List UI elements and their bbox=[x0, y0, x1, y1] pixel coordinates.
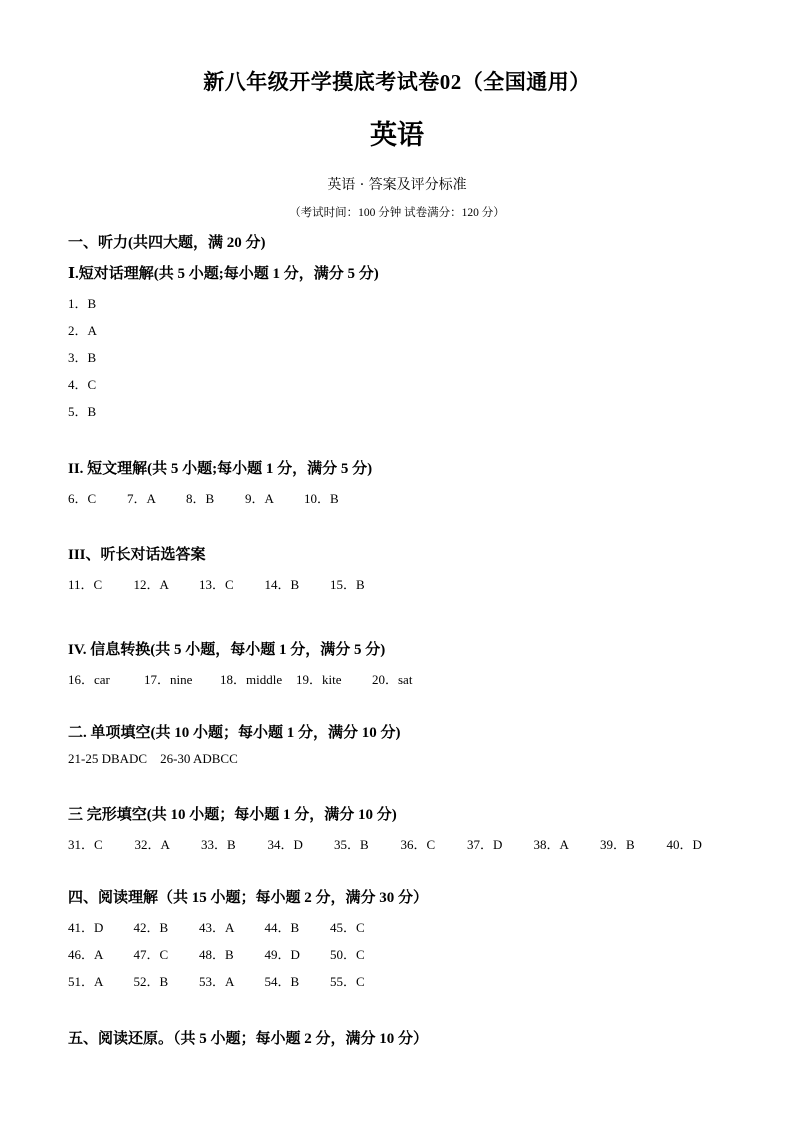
answer-item: 41．D bbox=[68, 920, 104, 935]
answer-item: 37．D bbox=[467, 837, 503, 852]
answer-item: 44．B bbox=[264, 920, 300, 935]
answer-item: 42．B bbox=[133, 920, 169, 935]
part4-heading: IV. 信息转换(共 5 小题，每小题 1 分，满分 5 分) bbox=[68, 642, 386, 658]
answer-item: 47．C bbox=[133, 947, 169, 962]
single-choice-heading: 二. 单项填空(共 10 小题；每小题 1 分，满分 10 分) bbox=[68, 725, 401, 741]
answer-item: 4．C bbox=[68, 377, 97, 392]
answer-item: 34．D bbox=[267, 837, 303, 852]
part3-heading: III、听长对话选答案 bbox=[68, 547, 206, 563]
answer-item: 26-30 ADBCC bbox=[160, 751, 238, 766]
answer-item: 11．C bbox=[68, 577, 103, 592]
answer-item: 20．sat bbox=[372, 672, 413, 687]
part2-heading: II. 短文理解(共 5 小题;每小题 1 分，满分 5 分) bbox=[68, 461, 373, 477]
answer-item: 48．B bbox=[199, 947, 234, 962]
answer-item: 55．C bbox=[330, 974, 365, 989]
answer-row bbox=[68, 669, 448, 688]
document-type: 英语 · 答案及评分标准 bbox=[327, 177, 467, 193]
part1-heading: Ⅰ.短对话理解(共 5 小题;每小题 1 分，满分 5 分) bbox=[68, 266, 379, 282]
answer-item: 38．A bbox=[533, 837, 569, 852]
answer-item: 21-25 DBADC bbox=[68, 751, 148, 766]
answer-item: 10．B bbox=[304, 491, 339, 506]
answer-item: 52．B bbox=[133, 974, 169, 989]
answer-item: 35．B bbox=[334, 837, 369, 852]
answer-item: 2．A bbox=[68, 323, 97, 338]
exam-info: （考试时间：100 分钟 试卷满分：120 分） bbox=[289, 207, 505, 219]
cloze-heading: 三 完形填空(共 10 小题；每小题 1 分，满分 10 分) bbox=[68, 807, 397, 823]
answer-item: 45．C bbox=[330, 920, 365, 935]
answer-item: 9．A bbox=[245, 491, 274, 506]
answer-item: 16．car bbox=[68, 672, 110, 687]
answer-item: 46．A bbox=[68, 947, 104, 962]
answer-item: 53．A bbox=[199, 974, 235, 989]
subject-title: 英语 bbox=[370, 120, 424, 151]
answer-item: 49．D bbox=[264, 947, 300, 962]
answer-item: 40．D bbox=[666, 837, 702, 852]
reading-heading: 四、阅读理解（共 15 小题；每小题 2 分，满分 30 分） bbox=[68, 890, 429, 906]
answer-item: 43．A bbox=[199, 920, 235, 935]
document-title: 新八年级开学摸底考试卷02（全国通用） bbox=[203, 70, 591, 94]
answer-item: 15．B bbox=[330, 577, 365, 592]
reading-restore-heading: 五、阅读还原。（共 5 小题；每小题 2 分，满分 10 分） bbox=[68, 1031, 429, 1047]
answer-item: 39．B bbox=[600, 837, 635, 852]
listening-heading: 一、听力(共四大题，满 20 分) bbox=[68, 235, 266, 251]
answer-item: 50．C bbox=[330, 947, 365, 962]
answer-item: 18．middle bbox=[220, 672, 283, 687]
answer-item: 19．kite bbox=[296, 672, 342, 687]
answer-item: 13．C bbox=[199, 577, 234, 592]
answer-row bbox=[68, 751, 238, 767]
answer-item: 12．A bbox=[133, 577, 169, 592]
answer-row bbox=[68, 834, 733, 853]
answer-row bbox=[68, 971, 396, 990]
answer-item: 6．C bbox=[68, 491, 97, 506]
answer-row bbox=[68, 488, 363, 507]
answer-item: 17．nine bbox=[144, 672, 193, 687]
answer-item: 7．A bbox=[127, 491, 156, 506]
answer-item: 8．B bbox=[186, 491, 215, 506]
answer-item: 36．C bbox=[400, 837, 436, 852]
answer-item: 32．A bbox=[134, 837, 170, 852]
answer-row bbox=[68, 574, 396, 593]
answer-item: 5．B bbox=[68, 404, 97, 419]
answer-item: 14．B bbox=[264, 577, 300, 592]
answer-item: 1．B bbox=[68, 296, 97, 311]
answer-item: 31．C bbox=[68, 837, 103, 852]
answer-item: 3．B bbox=[68, 350, 97, 365]
answer-row bbox=[68, 917, 396, 936]
answer-item: 54．B bbox=[264, 974, 300, 989]
answer-row bbox=[68, 944, 396, 963]
answer-item: 33．B bbox=[201, 837, 236, 852]
answer-item: 51．A bbox=[68, 974, 104, 989]
